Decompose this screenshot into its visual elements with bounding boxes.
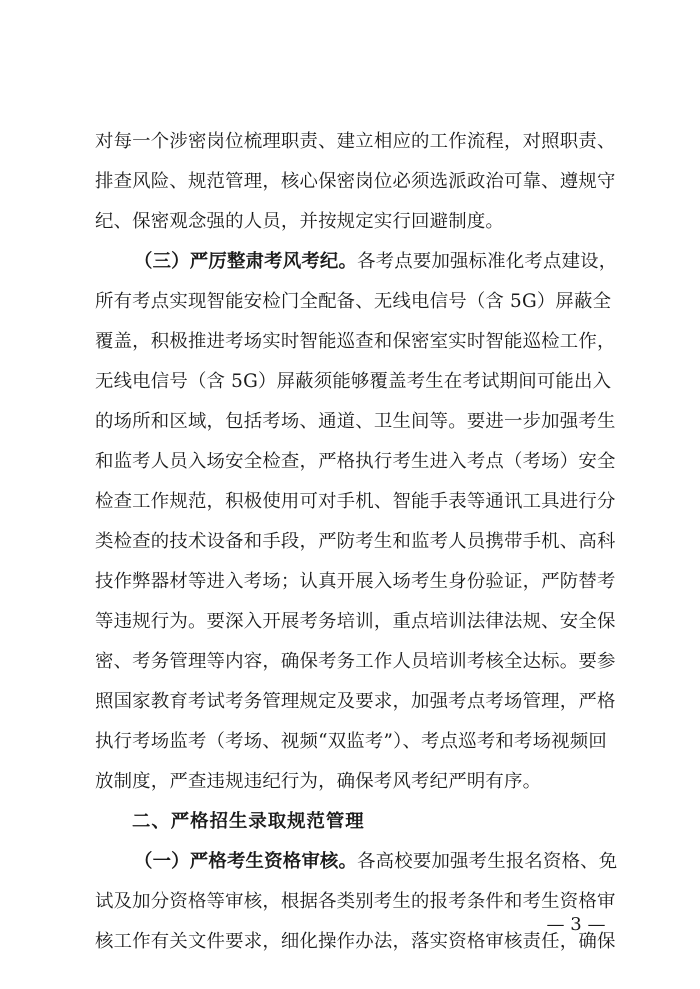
text-line: 执行考场监考（考场、视频“双监考”）、考点巡考和考场视频回 bbox=[95, 731, 607, 752]
text-line: 检查工作规范，积极使用可对手机、智能手表等通讯工具进行分 bbox=[95, 491, 616, 512]
text-line: 技作弊器材等进入考场；认真开展入场考生身份验证，严防替考 bbox=[95, 571, 616, 592]
text-line: 的场所和区域，包括考场、通道、卫生间等。要进一步加强考生 bbox=[95, 411, 616, 432]
text-line: 照国家教育考试考务管理规定及要求，加强考点考场管理，严格 bbox=[95, 691, 616, 712]
text-line: 和监考人员入场安全检查，严格执行考生进入考点（考场）安全 bbox=[95, 451, 616, 472]
text-line: 等违规行为。要深入开展考务培训，重点培训法律法规、安全保 bbox=[95, 611, 616, 632]
text-line: 试及加分资格等审核，根据各类别考生的报考条件和考生资格审 bbox=[95, 891, 616, 912]
text-line: 纪、保密观念强的人员，并按规定实行回避制度。 bbox=[95, 211, 504, 232]
section-heading: 二、严格招生录取规范管理 bbox=[132, 811, 365, 832]
text-line: 无线电信号（含 5G）屏蔽须能够覆盖考生在考试期间可能出入 bbox=[95, 371, 612, 392]
text-line: 放制度，严查违规违纪行为，确保考风考纪严明有序。 bbox=[95, 771, 542, 792]
text-line: 核工作有关文件要求，细化操作办法，落实资格审核责任，确保 bbox=[95, 931, 616, 952]
text-line: 密、考务管理等内容，确保考务工作人员培训考核全达标。要参 bbox=[95, 651, 616, 672]
text-line: 覆盖，积极推进考场实时智能巡查和保密室实时智能巡检工作， bbox=[95, 331, 616, 352]
text-segment: 各高校要加强考生报名资格、免 bbox=[357, 851, 618, 872]
text-segment: 各考点要加强标准化考点建设， bbox=[357, 251, 618, 272]
page-number: — 3 — bbox=[546, 914, 606, 935]
text-line: 所有考点实现智能安检门全配备、无线电信号（含 5G）屏蔽全 bbox=[95, 291, 612, 312]
text-line: 对每一个涉密岗位梳理职责、建立相应的工作流程，对照职责、 bbox=[95, 131, 616, 152]
subheading-kaofeng-kaoji: （三）严厉整肃考风考纪。 bbox=[134, 251, 358, 272]
paragraph-first-line bbox=[134, 247, 618, 277]
text-line: 排查风险、规范管理，核心保密岗位必须选派政治可靠、遵规守 bbox=[95, 171, 616, 192]
subheading-zige-shenhe: （一）严格考生资格审核。 bbox=[134, 851, 358, 872]
paragraph-first-line bbox=[134, 847, 618, 877]
text-line: 类检查的技术设备和手段，严防考生和监考人员携带手机、高科 bbox=[95, 531, 616, 552]
